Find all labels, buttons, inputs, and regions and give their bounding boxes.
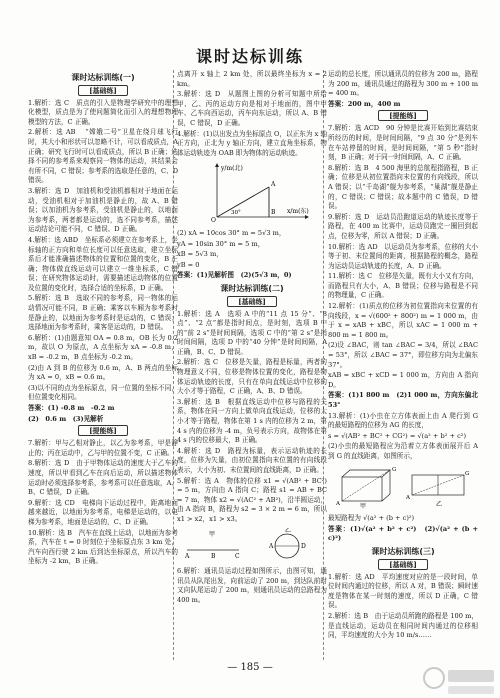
point-label: A — [185, 552, 190, 560]
answer-paragraph: 11.解析：选 C 位移是矢量，既有大小又有方向，而路程只有大小，A、B 错误；位移与路程是不同的物理量，C 正确。 — [328, 272, 478, 300]
answer-paragraph: 12.解析：(1)质点的位移为初位置指向末位置的有向线段，x = √(600² + 800²) m = 1 000 m，由于 x = xAB + xBC，所以 xAC = 1 000 m + 800 m = 1 800 m。 — [328, 302, 478, 339]
answer-paragraph: 2.解析：选 AB “嫦娥二号”卫星在绕月球飞行时，其大小和形状可以忽略不计，可以看成质点，A 正确；研究飞行时可以看成质点，所以 B 正确；选择不同的参考系来观察同一物体的运动，其结果会有所不同，C 错误；参考系的选取是任意的，C、D 错误。 — [28, 128, 178, 185]
page-title: 课时达标训练 — [195, 47, 304, 66]
answer-paragraph: 2.解析：选 B 由于运动员所跑的路程是 100 m，是直线运动，运动员在相同时间内通过的位移相同，平均速度的大小为 10 m/s…… — [328, 611, 478, 640]
answer-paragraph: (2)由 A 到 B 的位移为 0.6 m，A、B 两点的坐标为 xA = 0，xB = 0.6 m。 — [28, 363, 178, 382]
basic-tag: [基础练] — [227, 296, 277, 307]
answer-paragraph: 最短路程为 √(a² + (b + c)²) — [328, 514, 415, 523]
point-label: D — [301, 542, 306, 550]
improve-tag: [提能练] — [378, 110, 428, 121]
answer-paragraph: (2) xA = 10cos 30° m = 5√3 m， — [177, 228, 286, 237]
x-axis-label: x/m(东) — [287, 208, 309, 216]
point-label: B — [211, 552, 216, 560]
answer-paragraph: (3)以不同的点为坐标原点，同一位置的坐标不同，但位置变化相同。 — [28, 383, 178, 402]
answer-line: 答案：(1)1 800 m (2)1 000 m，方向东偏北 53° — [328, 391, 478, 409]
section-title: 课时达标训练(一) — [71, 73, 135, 82]
point-label: A — [336, 500, 340, 507]
point-label: C — [235, 552, 240, 560]
answer-paragraph: s = √(AB² + BC² + CG²) = √(a² + b² + c²) — [328, 431, 467, 440]
y-axis-arrow — [215, 163, 219, 167]
answer-line: 答案：(1) -0.8 m -0.2 m — [28, 404, 115, 412]
answer-paragraph: 8.解析：选 D 由于甲物体运动的速度大于乙车的速度，所以甲看到乙车在向后运动，所以描述物体运动时必须选择参考系，参考系可以任意选取，A、B、C 错误，D 正确。 — [28, 459, 178, 497]
watermark-bar — [448, 686, 494, 694]
answer-paragraph: 1.解析：选 C 质点的引入是物理学研究中的理想化模型，质点是为了使问题简化而引入的理想物理模型的方法，C 正确。 — [28, 98, 178, 126]
y-axis-label: y/m(北) — [221, 165, 243, 173]
answer-line: (2) 0.6 m (3)见解析 — [28, 414, 104, 423]
column-3 — [328, 70, 478, 642]
answer-paragraph: yB = 0 — [177, 260, 200, 269]
watermark-logo — [420, 664, 500, 698]
answer-paragraph: 10.解析：选 B 汽车在直线上运动，以地面为参考系，汽车在 t = 0 时刻位于坐标原点东 3 km 处，汽车向西行驶 2 km 后到达坐标原点，所以汽车的坐标为 -2 km，B 正确。 — [28, 528, 178, 566]
path-oa — [217, 187, 269, 217]
figure-caption: 甲 — [360, 502, 367, 509]
answer-line: 答案：200 m，400 m — [328, 99, 401, 108]
improve-tag: [提能练] — [78, 425, 128, 436]
answer-paragraph: 10.解析：选 AD 以运动员为参考系，位移的大小等于初、末位置间的距离，根据路程的概念，路程为运动员运动轨迹的长度，A、D 正确。 — [328, 242, 478, 270]
section-title: 课时达标训练(三) — [371, 546, 435, 556]
answer-paragraph: 3.解析：选 D 加油机和受油机都相对于地面在运动，受油机相对于加油机是静止的，故 A、B 错误；以加油机为参考系，受油机是静止的，以地面为参考系，两者都是运动的，选不同参考系，描述运动结论可能不同，C 错误、D 正确。 — [28, 186, 178, 234]
origin-label: O — [211, 217, 216, 224]
figure-caption: 乙 — [436, 500, 443, 508]
answer-paragraph: 9.解析：选 D 运动员沿跑道运动的轨迹长度等于路程，在 400 m 比赛中，运动员跑完一圈回到起点，位移为零，所以 A 错误；D 正确。 — [328, 212, 478, 240]
point-b-label: B — [271, 209, 276, 217]
x-axis-arrow — [305, 215, 309, 219]
figure-caption: 甲 — [209, 530, 216, 538]
point-label: G — [465, 470, 470, 477]
answer-paragraph: 6.解析：(1)由题意知 OA = 0.8 m，OB 长为 0.2 m，故以 O 为原点，A 点坐标为 xA = -0.8 m，xB = -0.2 m，B 点坐标为 -0.2 m。 — [28, 333, 178, 362]
answer-paragraph: 点离开 x 轴上 2 km 处，所以最终坐标为 x = 2 km。 — [177, 70, 327, 88]
column-2 — [177, 70, 327, 607]
basic-tag: [基础练] — [378, 559, 428, 570]
answer-paragraph: xB = 5√3 m， — [177, 250, 223, 259]
answer-line: 答案：(1)√(a² + b² + c²) (2)√(a² + (b + c)²) — [328, 524, 478, 543]
cuboid-figure — [328, 465, 478, 509]
column-1 — [28, 70, 178, 568]
answer-paragraph: 6.解析：通讯员运动过程如图所示，由图可知，通讯员从队尾出发，向前运动了 200 m，到达队前时又向队尾运动了 200 m，则通讯员运动的总路程为 400 m。 — [177, 567, 327, 604]
diagonal-ag — [342, 470, 390, 501]
answer-paragraph: 运动的总长度，所以通讯员的位移为 200 m，路程为 200 m，通讯员通过的路程为 300 m + 100 m = 400 m。 — [328, 70, 478, 98]
answer-paragraph: 9.解析：选 CD 电梯向下运动过程中，距离地面越来越近，以地面为参考系，电梯是运动的，以电梯为参考系，地面是运动的，C、D 正确。 — [28, 498, 178, 526]
answer-paragraph: 4.解析：(1)以出发点为坐标原点 O，以正东为 x 轴正方向，正北为 y 轴正方向，建立直角坐标系，物体运动轨迹为 OAB 即为物体的运动轨迹。 — [177, 129, 327, 157]
answer-paragraph: 2.解析：选 C 位移是矢量，路程是标量，两者的物理意义不同，位移是物体位置的变化，路程是物体运动轨迹的长度，只有在单向直线运动中位移的大小才等于路程，C 正确，A、B、D 错误。 — [177, 358, 327, 396]
point-label: A — [269, 542, 274, 550]
answer-paragraph: 5.解析：选 B 选取不同的参考系，同一物体的运动情况可能不同，B 正确；乘客以车厢为参考系时是静止的，以地面为参考系时是运动的，C 错误；选择地面为参考系时，乘客是运动的，D 错误。 — [28, 294, 178, 332]
point-label: G — [392, 466, 397, 473]
answer-paragraph: 7.解析：甲与乙相对静止，以乙为参考系，甲是静止的；丙在运动中，乙与甲的位置不变，C 正确。 — [28, 439, 178, 457]
point-a-label: A — [271, 181, 276, 189]
section-title: 课时达标训练(二) — [220, 283, 284, 293]
answer-paragraph: 8.解析：选 B 4 500 海里的总航程指路程，B 正确；位移是从初位置指向末位置的有向线段，所以 A 错误；以“千岛湖”舰为参考系，“巢湖”舰是静止的，C 错误；C 错误；故本题中的 C 错误，D 错误。 — [328, 163, 478, 211]
answer-paragraph: 3.解析：选 D 从题图上图的分析可知题中所给甲、乙、丙的运动方向是相对于地面的，图中甲车、乙车向西运动，丙车向东运动，所以 A、B 错误，C 错误，D 正确。 — [177, 90, 327, 127]
watermark-ring — [424, 668, 444, 688]
figure-caption: 乙 — [285, 527, 292, 534]
path-figure — [177, 528, 327, 562]
answer-paragraph: 5.解析：选 A 物体的位移 x1 = √(AB² + BC²) = 5 m，方向由 A 指向 C；路程 s1 = AB + BC = 7 m，物体 x2 = √(AC² + AB²)，沿半圆运动，由 A 指向 B，路程为 s2 = 3 × 2 m = 6 m，所以 x1 > x2，x1 > x3。 — [177, 476, 327, 523]
answer-paragraph: 4.解析：选 ABD 坐标系必须建立在参考系上，坐标轴的正方向和单位长度可以任意选取，建立坐标系后才能准确描述物体的位置和位置的变化，B 正确；物体做直线运动可以建立一维坐标系，C 错误；在研究物体运动时，需要描述运动物体的位置及位置的变化时，选择合适的坐标系，D 正确。 — [28, 235, 178, 292]
answer-paragraph: (2)小虫的最短路程应为沿着立方体表面展开后 A 到 G 的直线距离，如图所示， — [328, 442, 478, 460]
answer-paragraph: 4.解析：选 D 路程为标量，表示运动轨迹的长度，位移为矢量，由初位置指向末位置的有向线段表示，大小为初、末位置间的直线距离，D 正确。 — [177, 446, 327, 474]
answer-paragraph: 3.解析：选 B 根据直线运动中位移与路程的关系，物体在同一方向上做单向直线运动，位移的大小才等于路程，物体在第 1 s 内的位移为 2 m，第 4 s 内的位移为 -4 m，负号表示方向，故物体在第 4 s 内的位移最大，B 正确。 — [177, 397, 327, 445]
angle-label: 30° — [231, 210, 241, 217]
page-number: — 185 — — [227, 662, 273, 673]
answer-paragraph: yA = 10sin 30° m = 5 m， — [177, 239, 265, 248]
answer-paragraph: (2)设 ∠BAC，则 tan ∠BAC = 3/4，所以 ∠BAC = 53°，所以 ∠BAC = 37°，即位移方向为北偏东 37°。 — [328, 341, 478, 369]
answer-paragraph: xAB = xBC + xCD = 1 000 m，方向由 A 指向 D。 — [328, 371, 478, 389]
answer-line: 答案：(1)见解析图 (2)(5√3 m，0) — [177, 271, 292, 280]
cuboid-top — [342, 470, 390, 477]
coordinate-figure — [177, 161, 327, 223]
answer-paragraph: 13.解析：(1)小虫在立方体表面上由 A 爬行到 G 的最短路程的位移为 AG 的长度， — [328, 411, 478, 430]
point-label: A — [406, 494, 410, 501]
answer-paragraph: 7.解析：选 ACD 90 分钟是比赛开始到比赛结束所经历的时间，是时间间隔，“9 点 30 分”是列车在车站停留的时间，是时间间隔，“第 5 秒”指时刻，B 正确；对于同一时间间隔，A、C 正确。 — [328, 124, 478, 162]
basic-tag: [基础练] — [78, 85, 128, 96]
answer-paragraph: 1.解析：选 AD 平均速度对应的是一段时间，单位时间内通过的位移，所以 A 对，B 错误；瞬时速度是物体在某一时刻的速度，所以 D 正确，C 错误。 — [328, 572, 478, 610]
watermark-bar — [448, 670, 494, 682]
answer-paragraph: 1.解析：选 A 选项 A 中的“11 点 15 分”、“8 点”、“2 点”都是指时间点，是时刻，选项 B 中的“前 2 s”是时间间隔，选项 C 中的“第 2 s”是指时间间隔，选项 D 中的“40 分钟”是时间间隔，A 正确，B、C、D 错误。 — [177, 309, 327, 356]
